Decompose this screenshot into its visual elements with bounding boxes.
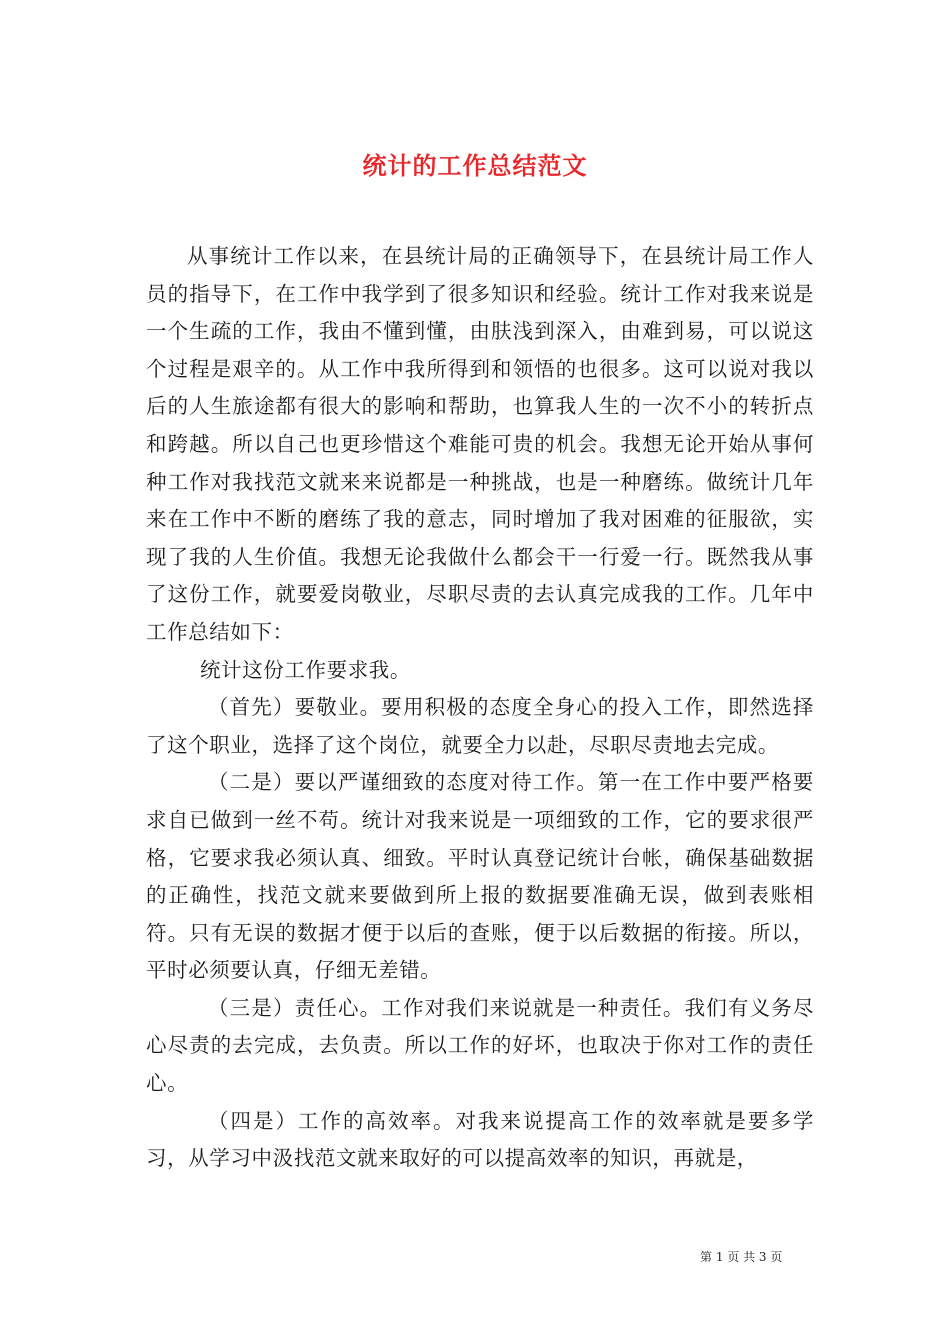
paragraph-lead: 统计这份工作要求我。 xyxy=(200,657,411,682)
paragraph-first: （首先）要敬业。要用积极的态度全身心的投入工作，即然选择了这个职业，选择了这个岗位，就要全力以赴，尽职尽责地去完成。 xyxy=(146,695,814,757)
document-body xyxy=(146,238,814,1178)
paragraph-second: （二是）要以严谨细致的态度对待工作。第一在工作中要严格要求自已做到一丝不苟。统计对我来说是一项细致的工作，它的要求很严格，它要求我必须认真、细致。平时认真登记统计台帐，确保基础数据的正确性，找范文就来要做到所上报的数据要准确无误，做到表账相符。只有无误的数据才便于以后的查账，便于以后数据的衔接。所以，平时必须要认真，仔细无差错。 xyxy=(146,770,814,983)
paragraph-third: （三是）责任心。工作对我们来说就是一种责任。我们有义务尽心尽责的去完成，去负责。所以工作的好坏，也取决于你对工作的责任心。 xyxy=(146,995,814,1096)
paragraph-intro: 从事统计工作以来，在县统计局的正确领导下，在县统计局工作人员的指导下，在工作中我学到了很多知识和经验。统计工作对我来说是一个生疏的工作，我由不懂到懂，由肤浅到深入，由难到易，可以说这个过程是艰辛的。从工作中我所得到和领悟的也很多。这可以说对我以后的人生旅途都有很大的影响和帮助，也算我人生的一次不小的转折点和跨越。所以自己也更珍惜这个难能可贵的机会。我想无论开始从事何种工作对我找范文就来来说都是一种挑战，也是一种磨练。做统计几年来在工作中不断的磨练了我的意志，同时增加了我对困难的征服欲，实现了我的人生价值。我想无论我做什么都会干一行爱一行。既然我从事了这份工作，就要爱岗敬业，尽职尽责的去认真完成我的工作。几年中工作总结如下： xyxy=(146,244,814,644)
paragraph-fourth: （四是）工作的高效率。对我来说提高工作的效率就是要多学习，从学习中汲找范文就来取好的可以提高效率的知识，再就是， xyxy=(146,1108,814,1171)
page-number-footer: 第 1 页 共 3 页 xyxy=(700,1250,783,1264)
document-title: 统计的工作总结范文 xyxy=(362,151,588,181)
